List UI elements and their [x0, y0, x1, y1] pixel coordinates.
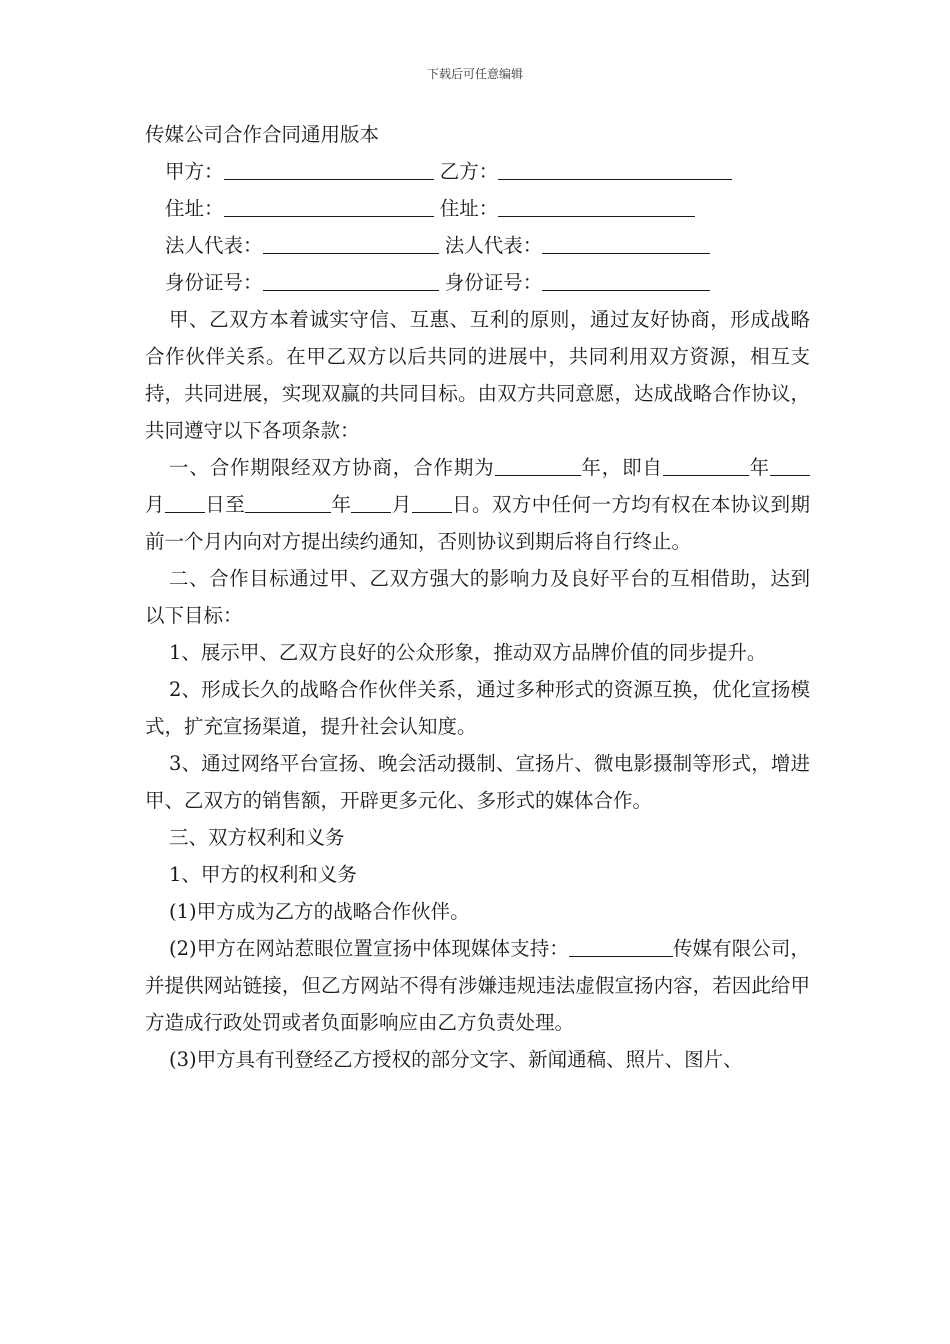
end-month-label: 月: [391, 493, 412, 516]
document-title: 传媒公司合作合同通用版本: [145, 123, 380, 146]
legal-rep-a-blank[interactable]: [263, 233, 439, 254]
clause-2-rest: 传媒有限公司，并提供网站链接，但乙方网站不得有涉嫌违规违法虚假宣扬内容，若因此给甲方造成行政处罚或者负面影响应由乙方负责处理。: [145, 937, 810, 1034]
address-b-label: 住址：: [439, 197, 499, 220]
start-month-blank[interactable]: [770, 455, 810, 476]
end-year-blank[interactable]: [245, 492, 331, 513]
term-label: 一、合作期限经双方协商，合作期为: [169, 456, 495, 479]
end-year-label: 年: [331, 493, 352, 516]
id-b-blank[interactable]: [542, 270, 710, 291]
address-a-label: 住址：: [165, 197, 224, 220]
month-label: 月: [145, 493, 165, 516]
id-a-label: 身份证号：: [165, 271, 263, 294]
party-b-blank[interactable]: [498, 159, 732, 180]
media-company-blank[interactable]: [569, 936, 673, 957]
section3-heading: 三、双方权利和义务: [169, 826, 345, 849]
termination-text: 日。双方中任何一方均有权在本协议到期前一个月内向对方提出续约通知，否则协议到期后将自行终止。: [145, 493, 810, 553]
id-row: [145, 264, 810, 301]
document-body: [145, 116, 810, 1078]
start-year-blank[interactable]: [663, 455, 749, 476]
legal-rep-b-label: 法人代表：: [444, 234, 543, 257]
section2-item-2: 2、形成长久的战略合作伙伴关系，通过多种形式的资源互换，优化宣扬模式，扩充宣扬渠道，提升社会认知度。: [145, 678, 810, 738]
section1-text: [145, 449, 810, 560]
address-b-blank[interactable]: [498, 196, 695, 217]
end-month-blank[interactable]: [351, 492, 391, 513]
clause-1: (1)甲方成为乙方的战略合作伙伴。: [169, 900, 470, 923]
address-a-blank[interactable]: [224, 196, 434, 217]
term-years-blank[interactable]: [495, 455, 581, 476]
legal-rep-row: [145, 227, 810, 264]
clause-2-lead: (2)甲方在网站惹眼位置宣扬中体现媒体支持：: [169, 937, 569, 960]
year-label: 年: [748, 456, 770, 479]
legal-rep-b-blank[interactable]: [542, 233, 710, 254]
intro-paragraph: [145, 301, 810, 1078]
clause-3: (3)甲方具有刊登经乙方授权的部分文字、新闻通稿、照片、图片、: [169, 1048, 743, 1071]
id-a-blank[interactable]: [263, 270, 439, 291]
party-a-label: 甲方：: [165, 160, 224, 183]
party-b-label: 乙方：: [439, 160, 499, 183]
end-day-blank[interactable]: [412, 492, 452, 513]
day-to-label: 日至: [204, 493, 246, 516]
term-from-label: 年，即自: [580, 456, 663, 479]
party-a-blank[interactable]: [224, 159, 434, 180]
header-note: 下载后可任意编辑: [426, 67, 523, 81]
start-day-blank[interactable]: [165, 492, 205, 513]
address-row: [145, 190, 810, 227]
id-b-label: 身份证号：: [444, 271, 543, 294]
section2-heading: 二、合作目标通过甲、乙双方强大的影响力及良好平台的互相借助，达到以下目标：: [145, 567, 810, 627]
party-row: [145, 153, 810, 190]
legal-rep-a-label: 法人代表：: [165, 234, 263, 257]
section2-item-1: 1、展示甲、乙双方良好的公众形象，推动双方品牌价值的同步提升。: [169, 641, 767, 664]
intro-text: 甲、乙双方本着诚实守信、互惠、互利的原则，通过友好协商，形成战略合作伙伴关系。在甲乙双方以后共同的进展中，共同利用双方资源，相互支持，共同进展，实现双赢的共同目标。由双方共同意愿，达成战略合作协议，共同遵守以下各项条款：: [145, 308, 810, 442]
section3-sub-1: 1、甲方的权利和义务: [169, 863, 357, 886]
clause-2: [145, 930, 810, 1041]
section2-item-3: 3、通过网络平台宣扬、晚会活动摄制、宣扬片、微电影摄制等形式，增进甲、乙双方的销售额，开辟更多元化、多形式的媒体合作。: [145, 752, 810, 812]
